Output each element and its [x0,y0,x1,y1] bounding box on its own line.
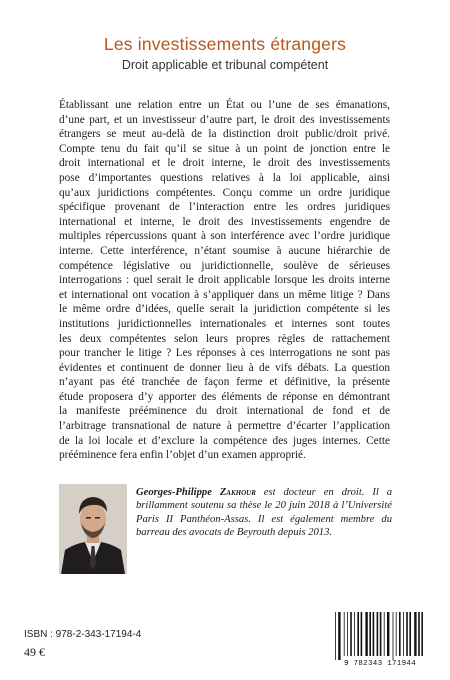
isbn-label: ISBN : 978-2-343-17194-4 [24,629,142,640]
barcode-bar [354,612,355,656]
barcode-bar [384,612,385,656]
barcode-bar [393,612,394,660]
summary-line: étrangers se meut au-delà de la distinction droit public/droit privé. [59,128,390,141]
author-portrait-image [59,484,127,574]
summary-line: de la loi locale et d’exclure la compétence des juges internes. Cette [59,434,390,447]
summary-line: l’arbitrage transnational de nature à permettre d’écarter l’application [59,420,390,433]
back-cover-summary [59,98,390,463]
barcode-bar [414,612,416,656]
author-photo [59,484,127,574]
barcode-bar [387,612,389,656]
book-subtitle: Droit applicable et tribunal compétent [121,58,329,72]
summary-line: la manifeste prééminence du droit international de fond et de [59,405,390,418]
summary-line: interrogations : quel serait le droit applicable lorsque les droits interne [59,274,390,287]
barcode-bar [409,612,411,656]
barcode-bar [361,612,363,656]
barcode-bar [357,612,359,656]
summary-line: qu’aux juridictions compétentes. Conçu comme un ordre juridique [59,186,390,199]
summary-line: étude proposera d’y apporter des éléments de réponse en démontrant [59,390,390,403]
summary-line: pose d’importantes questions relatives à la loi applicable, ainsi [59,171,390,184]
barcode-bar [335,612,336,660]
summary-line: spécifique provenant de l’interaction entre les ordres juridiques [59,201,390,214]
author-first-name: Georges-Philippe [136,487,212,498]
barcode-bar [377,612,379,656]
price-label: 49 € [24,645,45,659]
bio-line: Paris II Panthéon-Assas. Il est également membre du [136,513,392,525]
summary-line: Compte tenu du fait qu’il se situe à un point de jonction entre le [59,142,390,155]
bio-text: est docteur en droit. Il a [263,487,393,498]
barcode-bar [338,612,340,660]
summary-line: international et interne, le droit des investissements engendre de [59,215,390,228]
summary-line: d’une part, et un investisseur d’autre part, le droit des investissements [59,113,390,126]
barcode-bar [369,612,371,656]
summary-line: le même ordre d’idées, quelle serait la juridiction compétente si les [59,303,390,316]
summary-line: droit international et le droit interne, le droit des investissements [59,157,390,170]
barcode-bar [380,612,382,656]
barcode-bar [347,612,348,656]
summary-line: institutions juridictionnelles internationales et internes sont toutes [59,317,390,330]
author-last-name: Zakhour [219,487,256,498]
bio-line: barreau des avocats de Beyrouth depuis 2013. [136,527,333,539]
barcode-bar [403,612,404,656]
barcode-bar [406,612,408,656]
summary-line: compétence législative ou juridictionnelle, soulève de sérieuses [59,259,390,272]
barcode-bar [399,612,401,656]
summary-line: n’ayant pas été tranchée de façon ferme et définitive, la présente [59,376,390,389]
barcode-number: 9 782343 171944 [343,660,416,668]
barcode-bar [421,612,423,656]
barcode-bar [418,612,420,656]
barcode-bars [331,610,429,660]
summary-line: évidentes et continuent de donner lieu à de vifs débats. La question [59,361,390,374]
summary-line: prééminence fera enfin l’objet d’un examen approprié. [59,449,306,462]
barcode-bar [365,612,367,656]
summary-line: les deux compétentes selon leurs propres règles de rattachement [59,332,390,345]
barcode-bar [396,612,397,656]
barcode-bar [350,612,352,656]
summary-line: interne. Cette interférence, n’étant soumise à aucune hiérarchie de [59,244,390,257]
summary-line: pour trancher le litige ? Les réponses à ces interrogations ne sont pas [59,347,390,360]
barcode-bar [373,612,375,656]
summary-line: et international ont vocation à s’appliquer dans un même litige ? Dans [59,288,390,301]
barcode [331,610,429,670]
book-title: Les investissements étrangers [103,34,347,54]
summary-line: Établissant une relation entre un État ou l’une de ses émanations, [59,99,390,111]
barcode-bar [344,612,345,656]
bio-line: brillamment soutenu sa thèse le 20 juin 2018 à l’Université [136,500,392,512]
author-bio [136,486,392,540]
summary-line: multiples répercussions quant à son interférence avec l’ordre juridique [59,230,390,243]
